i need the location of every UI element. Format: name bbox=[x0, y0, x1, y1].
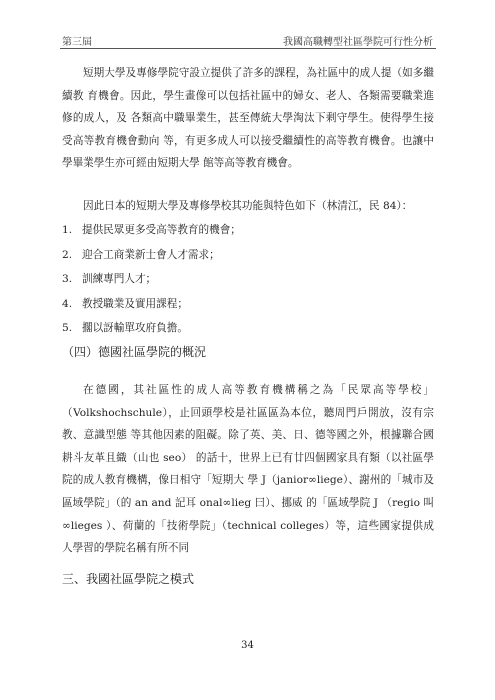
list-item-text: 迎合工商業新士會人才需求； bbox=[82, 248, 220, 261]
list-item bbox=[62, 243, 434, 268]
header-rule bbox=[60, 48, 436, 49]
list-item bbox=[62, 292, 434, 317]
list-item-text: 擱以訝輸單攻府負擔。 bbox=[82, 322, 188, 334]
list-item bbox=[62, 267, 434, 292]
list-item-number: 2. bbox=[62, 248, 73, 261]
running-header-right: 我國高職轉型社區學院可行性分析 bbox=[283, 37, 433, 48]
list-item-number: 1. bbox=[62, 224, 73, 236]
list-item-text: 教授職業及實用課程； bbox=[82, 297, 188, 310]
list-item-text: 訓練專門人才； bbox=[82, 273, 157, 285]
paragraph-features-intro: 因此日本的短期大學及專修學校其功能與特色如下（林清江，民 84）： bbox=[83, 200, 413, 212]
features-list bbox=[62, 218, 434, 341]
list-item-text: 提供民眾更多受高等教育的機會； bbox=[82, 224, 241, 236]
list-item-number: 3. bbox=[62, 273, 73, 285]
paragraph-junior-college: 短期大學及專修學院守設立提供了許多的課程，為社區中的成人提（如多繼續教 育機會。因此，學生畫像可以包括社區中的婦女、老人、各類需要職業進修的成人，及 各類高中職畢業生，甚至傳統大學淘汰下剩守學生。使得學生接受高等教育機會動向 等，有更多成人可以接受繼續性的高等教育機會。也讓中學畢業學生亦可經由短期大學 館等高等教育機會。 bbox=[62, 67, 434, 170]
list-item bbox=[62, 316, 434, 341]
list-item-number: 4. bbox=[62, 297, 73, 310]
paragraph-germany: 在德國，其社區性的成人高等教育機構稱之為「民眾高等學校」（Volkshochschule），止回頭學校是社區區為本位，聽周門戶開放，沒有宗教、意識型態 等其他因素的阻礙。除了英、美、日、德等國之外，根據聯合國耕斗友革且織（山也 seo） 的話十，世界上已有廿四個國家具有類（以社區學院的成人教育機構，像日相守「短期大 學 J（janior∞liege）、謝州的「城市及區域學院」（的 an and 記耳 onal∞lieg 曰）、挪威 的「區域學院 J （regio 叫∞lieges ）、荷蘭的「技術學院」（technical colleges）等，這些國家提供成人學習的學院名稱有所不同 bbox=[62, 384, 434, 555]
list-item-number: 5. bbox=[62, 322, 73, 334]
list-item bbox=[62, 218, 434, 243]
section-heading-taiwan-model: 三、我國社區學院之模式 bbox=[62, 572, 195, 586]
running-header-left: 第三屆 bbox=[62, 37, 92, 48]
page-number: 34 bbox=[241, 640, 254, 651]
section-heading-germany: （四）德國社區學院的概況 bbox=[62, 345, 207, 359]
